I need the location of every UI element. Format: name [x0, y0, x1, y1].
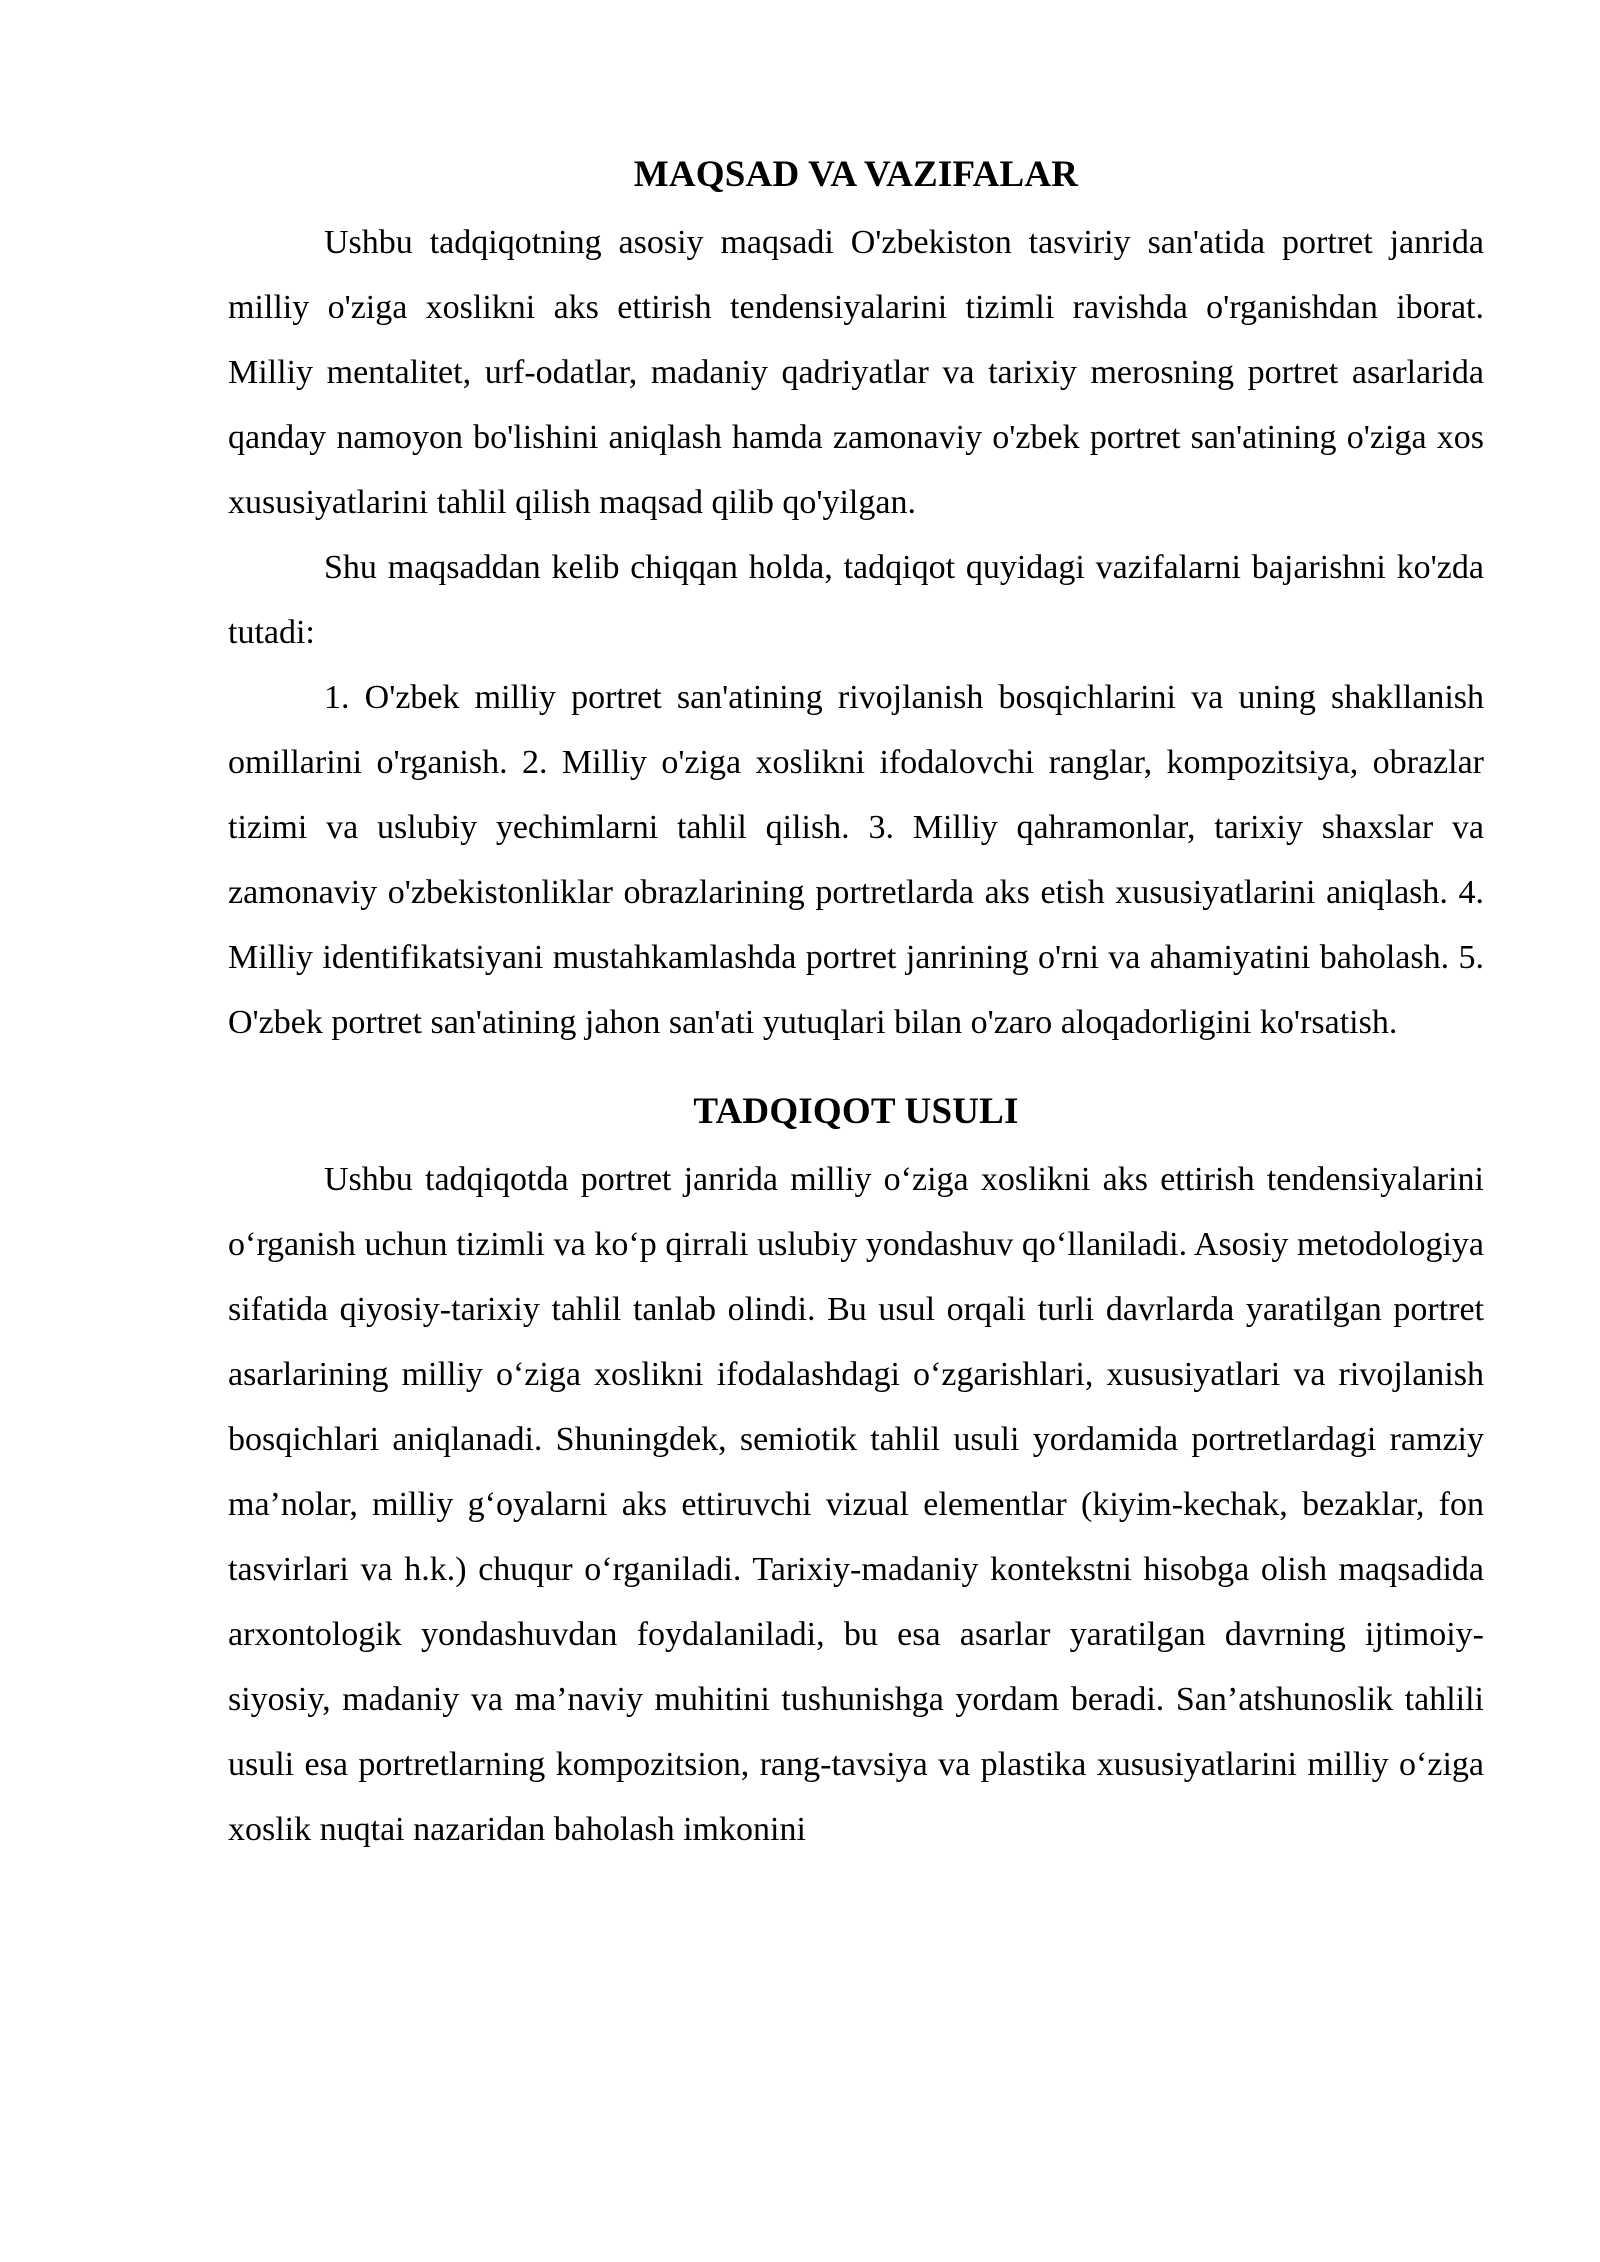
document-body — [228, 148, 1484, 1862]
method-paragraph-1: Ushbu tadqiqotda portret janrida milliy o‘ziga xoslikni aks ettirish tendensiyalarini o‘rganish uchun tizimli va ko‘p qirrali uslubiy yondashuv qo‘llaniladi. Asosiy metodologiya sifatida qiyosiy-tarixiy tahlil tanlab olindi. Bu usul orqali turli davrlarda yaratilgan portret asarlarining milliy o‘ziga xoslikni ifodalashdagi o‘zgarishlari, xususiyatlari va rivojlanish bosqichlari aniqlanadi. Shuningdek, semiotik tahlil usuli yordamida portretlardagi ramziy ma’nolar, milliy g‘oyalarni aks ettiruvchi vizual elementlar (kiyim-kechak, bezaklar, fon tasvirlari va h.k.) chuqur o‘rganiladi. Tarixiy-madaniy kontekstni hisobga olish maqsadida arxontologik yondashuvdan foydalaniladi, bu esa asarlar yaratilgan davrning ijtimoiy-siyosiy, madaniy va ma’naviy muhitini tushunishga yordam beradi. San’atshunoslik tahlili usuli esa portretlarning kompozitsion, rang-tavsiya va plastika xususiyatlarini milliy o‘ziga xoslik nuqtai nazaridan baholash imkonini — [228, 1161, 1484, 1848]
section-title-goals: MAQSAD VA VAZIFALAR — [633, 154, 1079, 195]
section-title-method: TADQIQOT USULI — [693, 1091, 1019, 1132]
goals-task-list: 1. O'zbek milliy portret san'atining rivojlanish bosqichlarini va uning shakllanish omillarini o'rganish. 2. Milliy o'ziga xoslikni ifodalovchi ranglar, kompozitsiya, obrazlar tizimi va uslubiy yechimlarni tahlil qilish. 3. Milliy qahramonlar, tarixiy shaxslar va zamonaviy o'zbekistonliklar obrazlarining portretlarda aks etish xususiyatlarini aniqlash. 4. Milliy identifikatsiyani mustahkamlashda portret janrining o'rni va ahamiyatini baholash. 5. O'zbek portret san'atining jahon san'ati yutuqlari bilan o'zaro aloqadorligini ko'rsatish. — [228, 679, 1484, 1041]
goals-paragraph-1: Ushbu tadqiqotning asosiy maqsadi O'zbekiston tasviriy san'atida portret janrida milliy o'ziga xoslikni aks ettirish tendensiyalarini tizimli ravishda o'rganishdan iborat. Milliy mentalitet, urf-odatlar, madaniy qadriyatlar va tarixiy merosning portret asarlarida qanday namoyon bo'lishini aniqlash hamda zamonaviy o'zbek portret san'atining o'ziga xos xususiyatlarini tahlil qilish maqsad qilib qo'yilgan. — [228, 224, 1484, 521]
goals-paragraph-2: Shu maqsaddan kelib chiqqan holda, tadqiqot quyidagi vazifalarni bajarishni ko'zda tutadi: — [228, 549, 1484, 651]
